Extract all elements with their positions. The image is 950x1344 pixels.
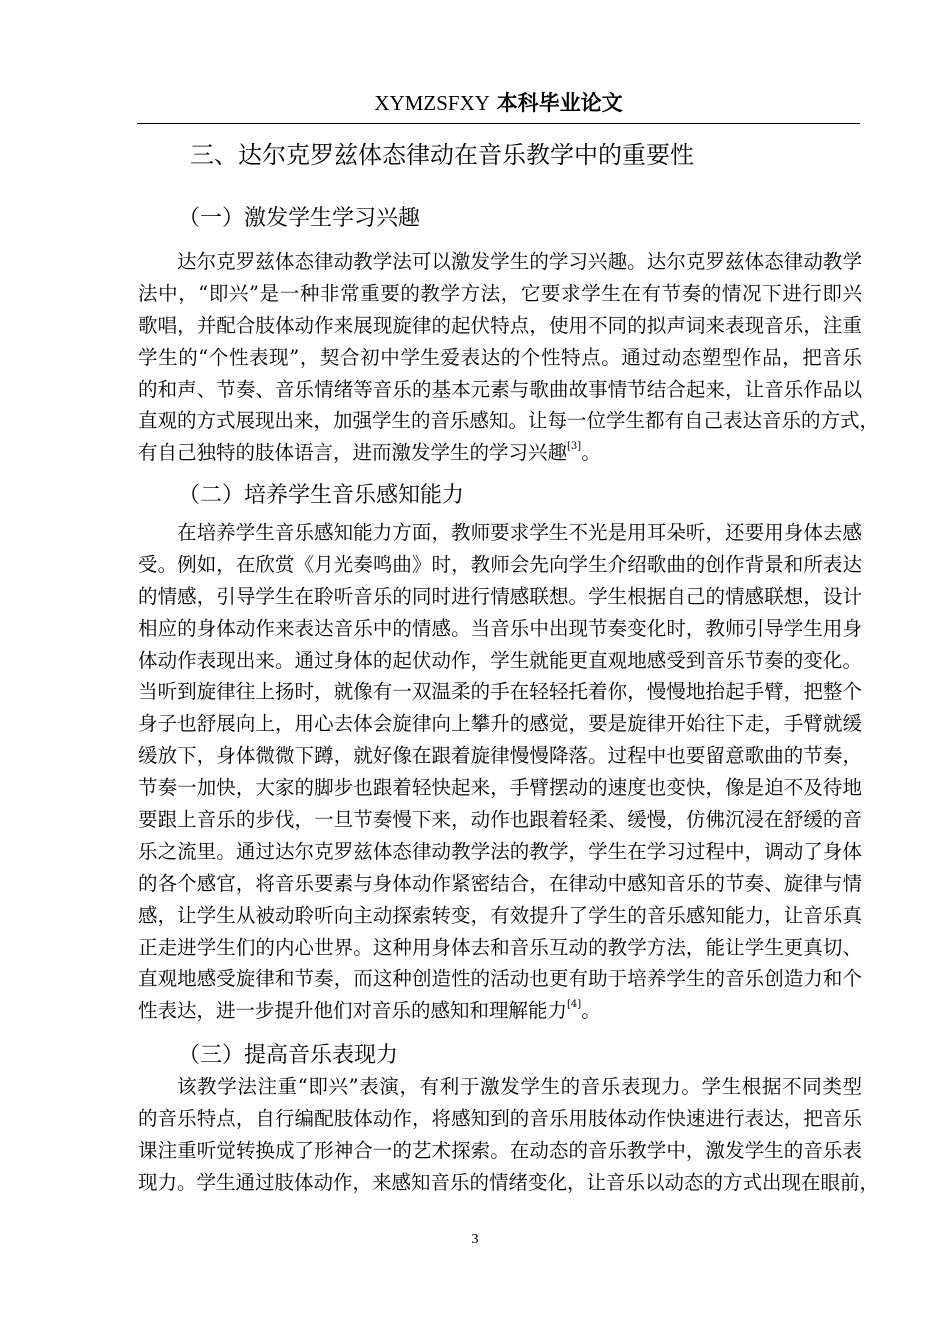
- citation-ref[interactable]: [4]: [567, 999, 582, 1011]
- text-line: [138, 374, 862, 406]
- end-punctuation: 。: [581, 999, 601, 1023]
- line-text: 当听到旋律往上扬时，就像有一双温柔的手在轻轻托着你，慢慢地抬起手臂，把整个: [138, 680, 862, 704]
- text-line: [138, 995, 862, 1027]
- line-text: 体动作表现出来。通过身体的起伏动作，学生就能更直观地感受到音乐节奏的变化。: [138, 648, 862, 672]
- text-line: [138, 1135, 862, 1167]
- line-text: 法中，“即兴”是一种非常重要的教学方法，它要求学生在有节奏的情况下进行即兴: [138, 281, 862, 305]
- subsection-heading-1: （一）激发学生学习兴趣: [178, 206, 421, 231]
- line-text: 要跟上音乐的步伐，一旦节奏慢下来，动作也跟着轻柔、缓慢，仿佛沉浸在舒缓的音: [138, 808, 862, 832]
- text-line: [138, 900, 862, 932]
- line-text: 在培养学生音乐感知能力方面，教师要求学生不光是用耳朵听，还要用身体去感: [177, 521, 862, 544]
- text-line: [138, 932, 862, 964]
- text-line: [138, 405, 880, 437]
- text-line: [138, 310, 862, 342]
- text-line: [138, 613, 862, 645]
- line-text: 的各个感官，将音乐要素与身体动作紧密结合，在律动中感知音乐的节奏、旋律与情: [138, 871, 862, 895]
- line-text: 有自己独特的肢体语言，进而激发学生的学习兴趣: [138, 441, 568, 465]
- line-text: 现力。学生通过肢体动作，来感知音乐的情绪变化，让音乐以动态的方式出现在眼前，: [138, 1170, 880, 1194]
- line-text: 的音乐特点，自行编配肢体动作，将感知到的音乐用肢体动作快速进行表达，把音乐: [138, 1106, 862, 1130]
- paragraph-2: [138, 517, 862, 1027]
- header-code: XYMZSFXY: [374, 91, 490, 115]
- header-rule: [137, 123, 860, 124]
- paragraph-3: [138, 1071, 880, 1199]
- end-punctuation: 。: [581, 441, 601, 465]
- text-line: [138, 740, 862, 772]
- text-line: [138, 868, 862, 900]
- line-text: 感，让学生从被动聆听向主动探索转变，有效提升了学生的音乐感知能力，让音乐真: [138, 903, 862, 927]
- line-text: 达尔克罗兹体态律动教学法可以激发学生的学习兴趣。达尔克罗兹体态律动教学: [177, 250, 862, 273]
- text-line: [138, 1167, 880, 1199]
- subsection-heading-2: （二）培养学生音乐感知能力: [178, 483, 465, 508]
- line-text: 正走进学生们的内心世界。这种用身体去和音乐互动的教学方法，能让学生更真切、: [138, 935, 862, 959]
- text-line: [138, 517, 862, 549]
- text-line: [138, 963, 862, 995]
- text-line: [138, 804, 862, 836]
- text-line: [138, 1071, 862, 1103]
- text-line: [138, 645, 862, 677]
- text-line: [138, 708, 862, 740]
- line-text: 缓放下，身体微微下蹲，就好像在跟着旋律慢慢降落。过程中也要留意歌曲的节奏，: [138, 744, 862, 768]
- line-text: 节奏一加快，大家的脚步也跟着轻快起来，手臂摆动的速度也变快，像是迫不及待地: [138, 776, 862, 800]
- line-text: 性表达，进一步提升他们对音乐的感知和理解能力: [138, 999, 568, 1023]
- text-line: [138, 772, 862, 804]
- section-title: 三、达尔克罗兹体态律动在音乐教学中的重要性: [190, 141, 694, 169]
- running-header: [137, 88, 860, 118]
- line-text: 学生的“个性表现”，契合初中学生爱表达的个性特点。通过动态塑型作品，把音乐: [138, 345, 862, 369]
- text-line: [138, 549, 862, 581]
- line-text: 直观地感受旋律和节奏，而这种创造性的活动也更有助于培养学生的音乐创造力和个: [138, 967, 862, 991]
- line-text: 直观的方式展现出来，加强学生的音乐感知。让每一位学生都有自己表达音乐的方式，: [138, 409, 880, 433]
- text-line: [138, 1103, 862, 1135]
- text-line: [138, 581, 862, 613]
- line-text: 该教学法注重“即兴”表演，有利于激发学生的音乐表现力。学生根据不同类型: [177, 1075, 862, 1098]
- header-title: 本科毕业论文: [496, 91, 623, 115]
- line-text: 身子也舒展向上，用心去体会旋律向上攀升的感觉，要是旋律开始往下走，手臂就缓: [138, 712, 862, 736]
- text-line: [138, 836, 862, 868]
- subsection-heading-3: （三）提高音乐表现力: [178, 1043, 399, 1068]
- citation-ref[interactable]: [3]: [567, 441, 582, 453]
- text-line: [138, 278, 862, 310]
- line-text: 歌唱，并配合肢体动作来展现旋律的起伏特点，使用不同的拟声词来表现音乐，注重: [138, 313, 862, 337]
- paragraph-1: [138, 246, 880, 469]
- page-number: 3: [471, 1232, 479, 1247]
- line-text: 课注重听觉转换成了形神合一的艺术探索。在动态的音乐教学中，激发学生的音乐表: [138, 1138, 862, 1162]
- line-text: 的情感，引导学生在聆听音乐的同时进行情感联想。学生根据自己的情感联想，设计: [138, 584, 862, 608]
- line-text: 乐之流里。通过达尔克罗兹体态律动教学法的教学，学生在学习过程中，调动了身体: [138, 839, 862, 863]
- text-line: [138, 676, 862, 708]
- text-line: [138, 246, 862, 278]
- line-text: 受。例如，在欣赏《月光奏鸣曲》时，教师会先向学生介绍歌曲的创作背景和所表达: [138, 552, 862, 576]
- text-line: [138, 437, 862, 469]
- line-text: 相应的身体动作来表达音乐中的情感。当音乐中出现节奏变化时，教师引导学生用身: [138, 616, 862, 640]
- text-line: [138, 342, 862, 374]
- line-text: 的和声、节奏、音乐情绪等音乐的基本元素与歌曲故事情节结合起来，让音乐作品以: [138, 377, 862, 401]
